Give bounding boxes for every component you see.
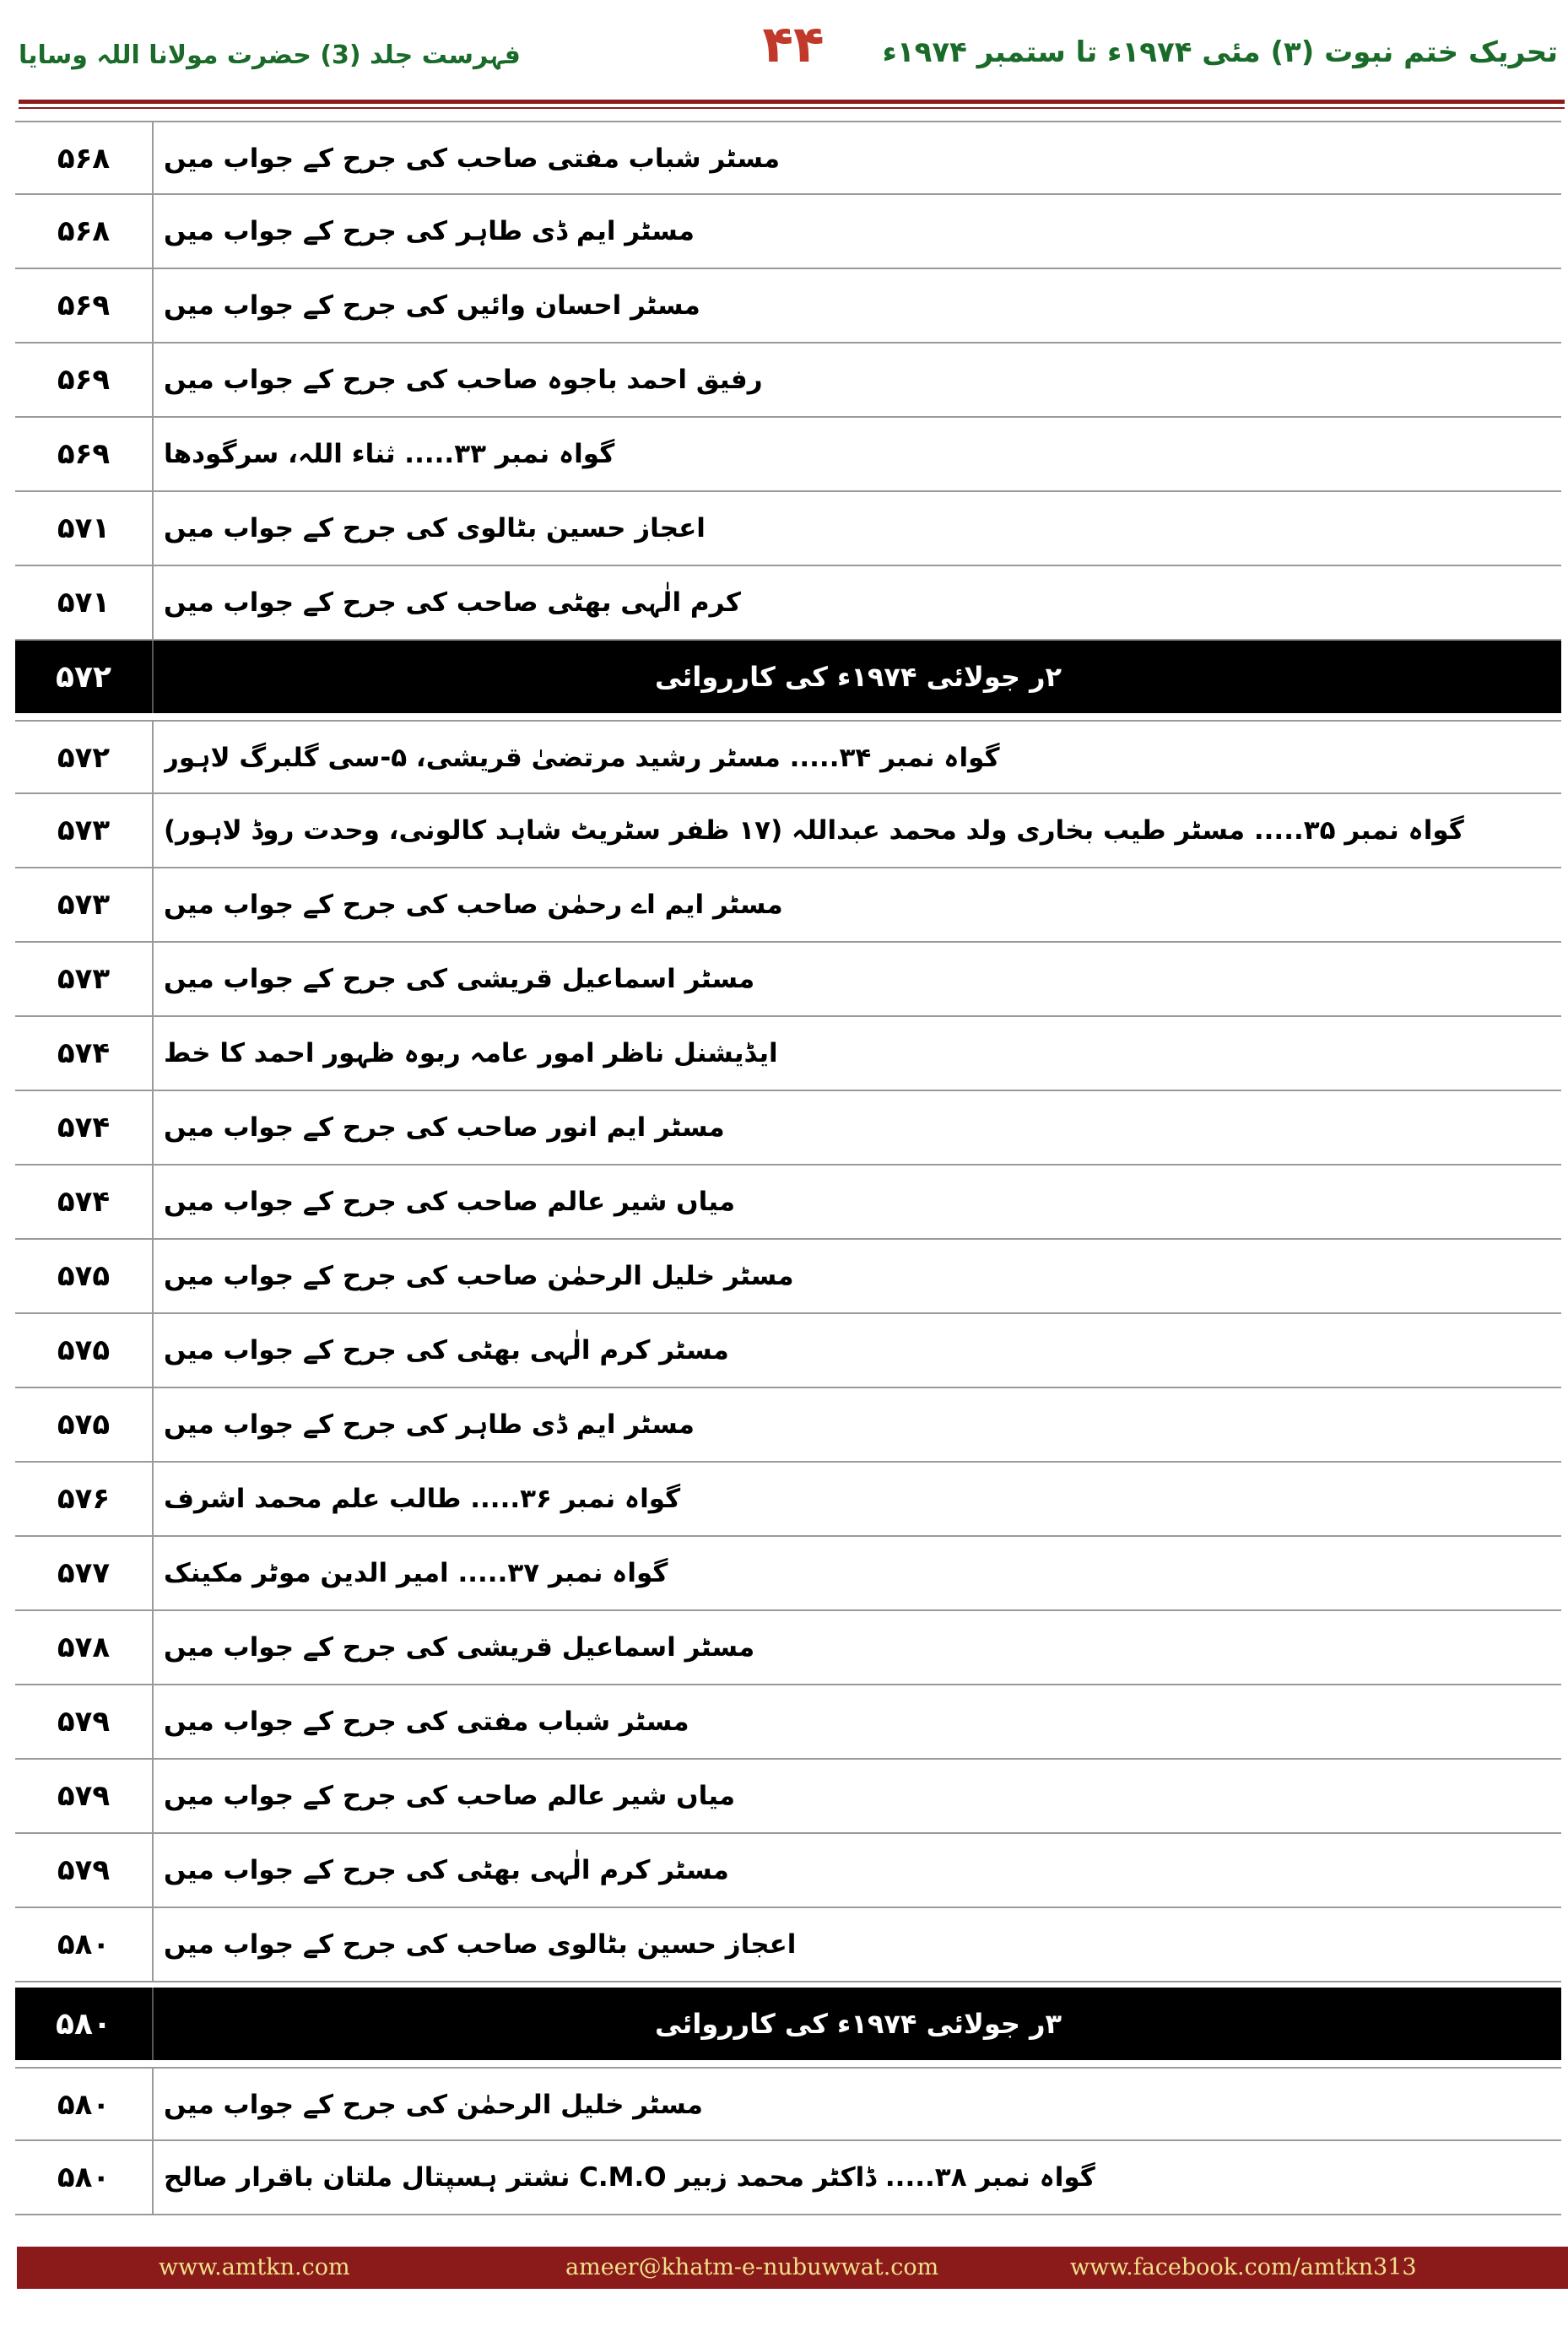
toc-row bbox=[15, 1314, 1561, 1388]
toc-entry-text: میاں شیر عالم صاحب کی جرح کے جواب میں bbox=[164, 1781, 736, 1811]
toc-page-number: ۵۶۹ bbox=[15, 269, 154, 342]
toc-row bbox=[15, 2067, 1561, 2141]
toc-page-number: ۵۷۷ bbox=[15, 1537, 154, 1609]
toc-page-number: ۵۷۵ bbox=[15, 1388, 154, 1461]
footer-email-link[interactable]: ameer@khatm-e-nubuwwat.com bbox=[565, 2254, 939, 2280]
toc-row bbox=[15, 121, 1561, 195]
toc-page-number: ۵۷۹ bbox=[15, 1685, 154, 1758]
toc-entry-text: مسٹر احسان وائیں کی جرح کے جواب میں bbox=[164, 290, 700, 321]
toc-page-number: ۵۷۱ bbox=[15, 492, 154, 565]
toc-page-number: ۵۶۸ bbox=[15, 122, 154, 195]
toc-entry-text: مسٹر کرم الٰہی بھٹی کی جرح کے جواب میں bbox=[164, 1335, 729, 1366]
table-of-contents bbox=[15, 121, 1561, 2215]
toc-row bbox=[15, 794, 1561, 868]
toc-row bbox=[15, 1166, 1561, 1240]
toc-page-number: ۵۸۰ bbox=[15, 2069, 154, 2141]
toc-entry-text: مسٹر ایم انور صاحب کی جرح کے جواب میں bbox=[164, 1112, 725, 1143]
toc-entry-text: اعجاز حسین بٹالوی کی جرح کے جواب میں bbox=[164, 513, 706, 544]
book-title: تحریک ختم نبوت (۳) مئی ۱۹۷۴ء تا ستمبر ۱۹۷۴ء bbox=[882, 35, 1558, 69]
toc-page-number: ۵۷۵ bbox=[15, 1314, 154, 1387]
toc-row bbox=[15, 1611, 1561, 1685]
toc-page-number: ۵۸۰ bbox=[15, 2141, 154, 2214]
toc-entry-text: اعجاز حسین بٹالوی صاحب کی جرح کے جواب میں bbox=[164, 1929, 797, 1960]
toc-page-number: ۵۶۹ bbox=[15, 418, 154, 490]
toc-row bbox=[15, 492, 1561, 566]
toc-entry-text: گواہ نمبر ۳۶..... طالب علم محمد اشرف bbox=[164, 1484, 681, 1514]
toc-page-number: ۵۶۸ bbox=[15, 195, 154, 268]
toc-entry-text: مسٹر ایم اے رحمٰن صاحب کی جرح کے جواب میں bbox=[164, 890, 783, 920]
toc-entry-text: کرم الٰہی بھٹی صاحب کی جرح کے جواب میں bbox=[164, 587, 741, 618]
toc-page-number: ۵۷۳ bbox=[15, 943, 154, 1015]
toc-entry-text: مسٹر خلیل الرحمٰن کی جرح کے جواب میں bbox=[164, 2090, 703, 2120]
toc-row bbox=[15, 418, 1561, 492]
footer-website-link[interactable]: www.amtkn.com bbox=[159, 2254, 350, 2280]
toc-row bbox=[15, 195, 1561, 269]
toc-row bbox=[15, 943, 1561, 1017]
page-footer bbox=[17, 2247, 1568, 2289]
section-header-3-july bbox=[15, 1988, 1561, 2060]
section-title: ۳ر جولائی ۱۹۷۴ء کی کارروائی bbox=[654, 2008, 1062, 2040]
toc-entry-text: مسٹر شباب مفتی کی جرح کے جواب میں bbox=[164, 1706, 689, 1737]
toc-row bbox=[15, 566, 1561, 641]
toc-page-number: ۵۷۳ bbox=[15, 868, 154, 941]
toc-page-number: ۵۷۴ bbox=[15, 1017, 154, 1090]
section-page-number: ۵۷۲ bbox=[15, 641, 154, 713]
toc-page-number: ۵۷۴ bbox=[15, 1166, 154, 1238]
toc-row bbox=[15, 1240, 1561, 1314]
toc-entry-text: مسٹر اسماعیل قریشی کی جرح کے جواب میں bbox=[164, 964, 755, 994]
toc-entry-text: مسٹر ایم ڈی طاہر کی جرح کے جواب میں bbox=[164, 1409, 695, 1440]
toc-row bbox=[15, 1908, 1561, 1982]
toc-page-number: ۵۷۶ bbox=[15, 1463, 154, 1535]
toc-page-number: ۵۷۸ bbox=[15, 1611, 154, 1684]
toc-group-b bbox=[15, 720, 1561, 1982]
toc-row bbox=[15, 1091, 1561, 1166]
toc-entry-text: میاں شیر عالم صاحب کی جرح کے جواب میں bbox=[164, 1187, 736, 1217]
toc-page-number: ۵۷۵ bbox=[15, 1240, 154, 1312]
toc-row bbox=[15, 720, 1561, 794]
toc-entry-text: گواہ نمبر ۳۸..... ڈاکٹر محمد زبیر C.M.O نشتر ہسپتال ملتان باقرار صالح bbox=[164, 2162, 1095, 2193]
toc-entry-text: ایڈیشنل ناظر امور عامہ ربوہ ظہور احمد کا خط bbox=[164, 1038, 778, 1068]
toc-row bbox=[15, 868, 1561, 943]
toc-page-number: ۵۷۴ bbox=[15, 1091, 154, 1164]
toc-entry-text: گواہ نمبر ۳۵..... مسٹر طیب بخاری ولد محمد عبداللہ (۱۷ ظفر سٹریٹ شاہد کالونی، وحدت روڈ لاہور) bbox=[164, 815, 1464, 846]
toc-entry-text: مسٹر اسماعیل قریشی کی جرح کے جواب میں bbox=[164, 1632, 755, 1663]
toc-entry-text: مسٹر خلیل الرحمٰن صاحب کی جرح کے جواب میں bbox=[164, 1261, 794, 1291]
section-title: ۲ر جولائی ۱۹۷۴ء کی کارروائی bbox=[654, 661, 1062, 693]
toc-row bbox=[15, 1834, 1561, 1908]
toc-row bbox=[15, 269, 1561, 343]
toc-page-number: ۵۷۹ bbox=[15, 1834, 154, 1907]
toc-entry-text: گواہ نمبر ۳۴..... مسٹر رشید مرتضیٰ قریشی، ۵-سی گلبرگ لاہور bbox=[164, 743, 1000, 773]
toc-page-number: ۵۷۱ bbox=[15, 566, 154, 639]
volume-title: فہرست جلد (3) حضرت مولانا اللہ وسایا bbox=[19, 41, 521, 70]
toc-row bbox=[15, 1463, 1561, 1537]
toc-page-number: ۵۶۹ bbox=[15, 343, 154, 416]
toc-row bbox=[15, 1017, 1561, 1091]
toc-page-number: ۵۷۳ bbox=[15, 794, 154, 867]
header-divider-thin bbox=[19, 107, 1565, 109]
section-header-2-july bbox=[15, 641, 1561, 713]
toc-row bbox=[15, 1388, 1561, 1463]
toc-entry-text: گواہ نمبر ۳۷..... امیر الدین موٹر مکینک bbox=[164, 1558, 668, 1588]
toc-page-number: ۵۷۹ bbox=[15, 1760, 154, 1832]
toc-entry-text: مسٹر ایم ڈی طاہر کی جرح کے جواب میں bbox=[164, 216, 695, 246]
toc-entry-text: مسٹر شباب مفتی صاحب کی جرح کے جواب میں bbox=[164, 143, 781, 174]
page-header bbox=[0, 0, 1568, 101]
toc-group-c bbox=[15, 2067, 1561, 2215]
toc-row bbox=[15, 343, 1561, 418]
toc-row bbox=[15, 1685, 1561, 1760]
footer-facebook-link[interactable]: www.facebook.com/amtkn313 bbox=[1070, 2254, 1417, 2280]
toc-row bbox=[15, 1760, 1561, 1834]
toc-row bbox=[15, 2141, 1561, 2215]
page-number: ۴۴ bbox=[762, 15, 825, 74]
toc-entry-text: رفیق احمد باجوہ صاحب کی جرح کے جواب میں bbox=[164, 365, 763, 395]
toc-page-number: ۵۷۲ bbox=[15, 722, 154, 794]
section-page-number: ۵۸۰ bbox=[15, 1988, 154, 2060]
toc-row bbox=[15, 1537, 1561, 1611]
toc-entry-text: مسٹر کرم الٰہی بھٹی کی جرح کے جواب میں bbox=[164, 1855, 729, 1885]
toc-page-number: ۵۸۰ bbox=[15, 1908, 154, 1981]
toc-group-a bbox=[15, 121, 1561, 641]
header-divider bbox=[19, 100, 1565, 104]
toc-entry-text: گواہ نمبر ۳۳..... ثناء اللہ، سرگودھا bbox=[164, 439, 615, 469]
